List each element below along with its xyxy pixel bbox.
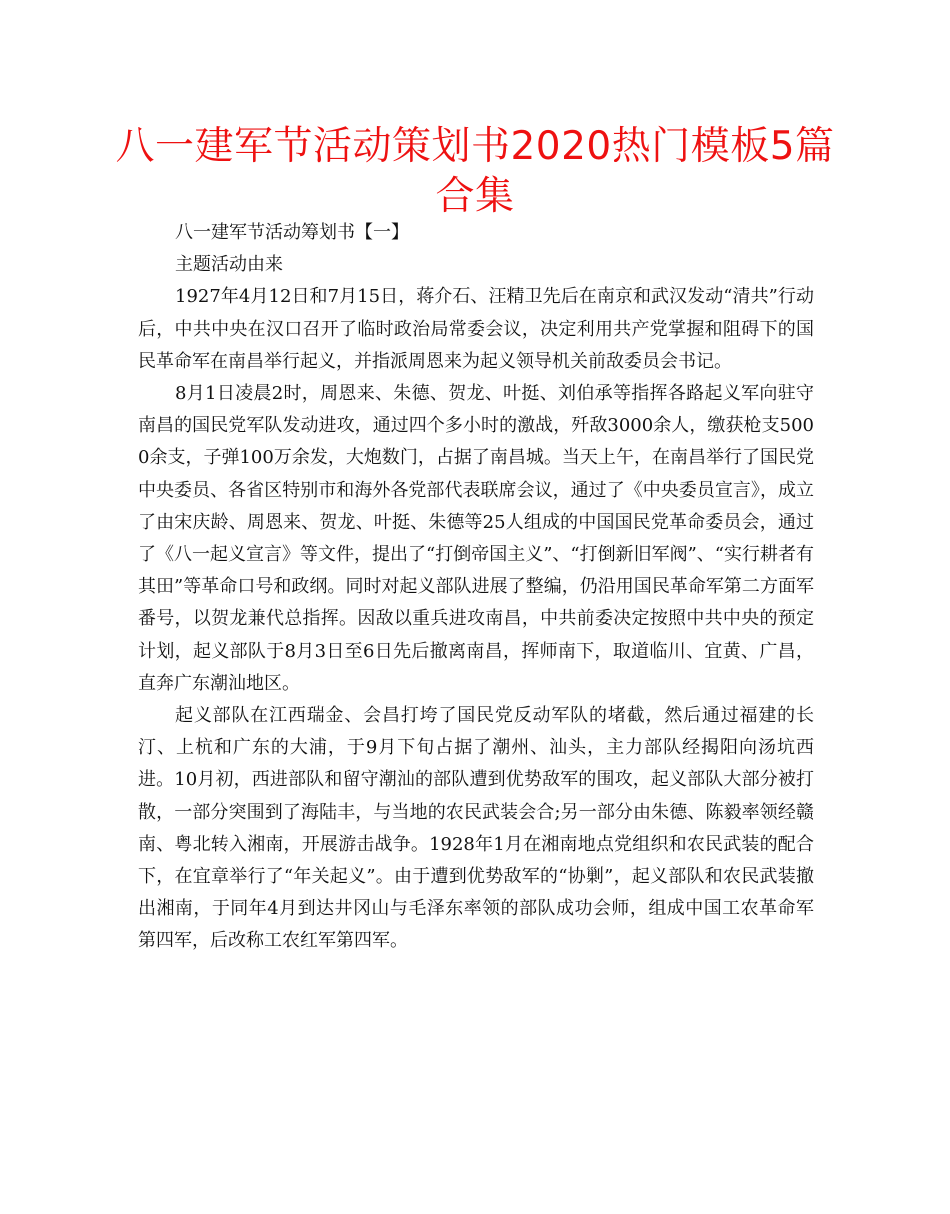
- sub-heading: 主题活动由来: [175, 254, 283, 276]
- paragraph-1: 1927年4月12日和7月15日，蒋介石、汪精卫先后在南京和武汉发动“清共”行动后，中共中央在汉口召开了临时政治局常委会议，决定利用共产党掌握和阻碍下的国民革命军在南昌举行起义，并指派周恩来为起义领导机关前敌委员会书记。: [138, 286, 814, 372]
- document-body: [138, 217, 814, 958]
- section-heading: 八一建军节活动筹划书【一】: [175, 222, 409, 243]
- paragraph-3: 起义部队在江西瑞金、会昌打垮了国民党反动军队的堵截，然后通过福建的长汀、上杭和广东的大浦，于9月下旬占据了潮州、汕头，主力部队经揭阳向汤坑西进。10月初，西进部队和留守潮汕的部队遭到优势敌军的围攻，起义部队大部分被打散，一部分突围到了海陆丰，与当地的农民武装会合;另一部分由朱德、陈毅率领经赣南、粤北转入湘南，开展游击战争。1928年1月在湘南地点党组织和农民武装的配合下，在宜章举行了“年关起义”。由于遭到优势敌军的“协剿”，起义部队和农民武装撤出湘南，于同年4月到达井冈山与毛泽东率领的部队成功会师，组成中国工农革命军第四军，后改称工农红军第四军。: [138, 705, 814, 952]
- document-title: 八一建军节活动策划书2020热门模板5篇合集: [115, 124, 835, 219]
- paragraph-2: 8月1日凌晨2时，周恩来、朱德、贺龙、叶挺、刘伯承等指挥各路起义军向驻守南昌的国民党军队发动进攻，通过四个多小时的激战，歼敌3000余人，缴获枪支5000余支，子弹100万余发，大炮数门，占据了南昌城。当天上午，在南昌举行了国民党中央委员、各省区特别市和海外各党部代表联席会议，通过了《中央委员宣言》，成立了由宋庆龄、周恩来、贺龙、叶挺、朱德等25人组成的中国国民党革命委员会，通过了《八一起义宣言》等文件，提出了“打倒帝国主义”、“打倒新旧军阀”、“实行耕者有其田”等革命口号和政纲。同时对起义部队进展了整编，仍沿用国民革命军第二方面军番号，以贺龙兼代总指挥。因敌以重兵进攻南昌，中共前委决定按照中共中央的预定计划，起义部队于8月3日至6日先后撤离南昌，挥师南下，取道临川、宜黄、广昌，直奔广东潮汕地区。: [138, 383, 815, 694]
